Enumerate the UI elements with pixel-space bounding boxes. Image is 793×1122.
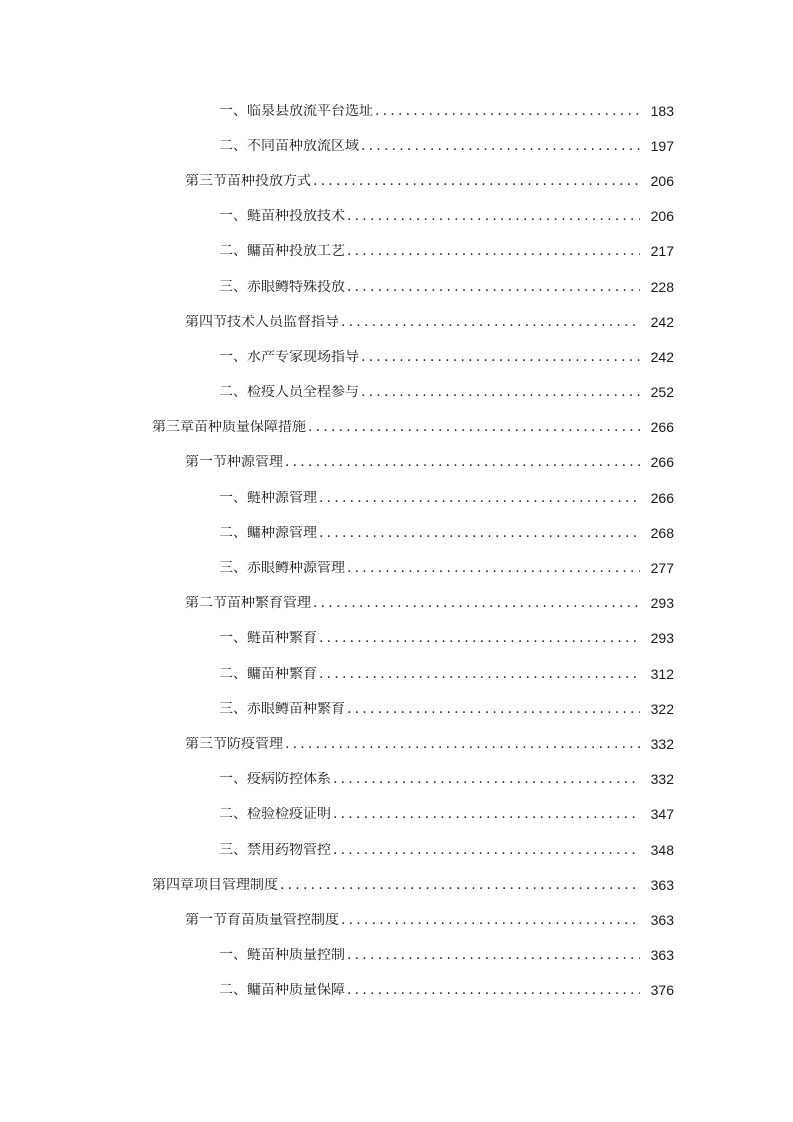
toc-entry-number: 二、 <box>219 385 247 400</box>
toc-entry-section[interactable] <box>0 163 793 198</box>
toc-entry-page-number: 277 <box>650 560 674 577</box>
dot-leader <box>319 631 640 645</box>
toc-entry-lead <box>219 807 640 821</box>
toc-entry-number: 二、 <box>219 807 247 822</box>
toc-entry-item[interactable] <box>0 762 793 797</box>
toc-entry-item[interactable] <box>0 973 793 1008</box>
toc-entry-page-number: 266 <box>650 489 674 506</box>
toc-entry-page-number: 228 <box>650 278 674 295</box>
toc-entry-title: 种源管理 <box>227 455 283 470</box>
toc-entry-item[interactable] <box>0 691 793 726</box>
toc-entry-lead <box>185 913 640 927</box>
toc-entry-lead <box>219 104 640 118</box>
toc-entry-item[interactable] <box>0 515 793 550</box>
toc-entry-number: 三、 <box>219 842 247 857</box>
toc-entry-item[interactable] <box>0 269 793 304</box>
toc-entry-item[interactable] <box>0 480 793 515</box>
toc-entry-number: 一、 <box>219 948 247 963</box>
toc-entry-page-number: 197 <box>650 137 674 154</box>
toc-entry-number: 一、 <box>219 209 247 224</box>
toc-entry-title: 鲢苗种繁育 <box>247 631 317 646</box>
dot-leader <box>361 350 640 364</box>
table-of-contents <box>0 93 793 1008</box>
toc-entry-title: 临泉县放流平台选址 <box>247 103 373 118</box>
toc-entry-item[interactable] <box>0 938 793 973</box>
dot-leader <box>333 807 640 821</box>
toc-entry-lead <box>185 315 640 329</box>
dot-leader <box>280 878 640 892</box>
toc-entry-title: 苗种繁育管理 <box>227 596 311 611</box>
toc-entry-page-number: 217 <box>650 243 674 260</box>
toc-entry-title: 赤眼鳟特殊投放 <box>247 279 345 294</box>
dot-leader <box>347 280 640 294</box>
toc-entry-page-number: 293 <box>650 595 674 612</box>
toc-entry-title: 检验检疫证明 <box>247 807 331 822</box>
toc-entry-lead <box>219 948 640 962</box>
toc-entry-title: 鳙苗种繁育 <box>247 666 317 681</box>
toc-entry-title: 项目管理制度 <box>194 877 278 892</box>
toc-entry-title: 鲢种源管理 <box>247 490 317 505</box>
toc-entry-title: 不同苗种放流区域 <box>247 138 359 153</box>
toc-entry-page-number: 206 <box>650 172 674 189</box>
toc-entry-number: 第四节 <box>185 314 227 329</box>
toc-entry-page-number: 376 <box>650 982 674 999</box>
dot-leader <box>347 561 640 575</box>
toc-entry-title: 鲢苗种投放技术 <box>247 209 345 224</box>
toc-entry-lead <box>219 209 640 223</box>
toc-entry-lead <box>219 843 640 857</box>
toc-entry-number: 第三节 <box>185 736 227 751</box>
dot-leader <box>333 843 640 857</box>
toc-entry-lead <box>152 420 640 434</box>
toc-entry-lead <box>152 878 640 892</box>
toc-entry-title: 鳙苗种投放工艺 <box>247 244 345 259</box>
toc-entry-title: 检疫人员全程参与 <box>247 385 359 400</box>
toc-entry-item[interactable] <box>0 128 793 163</box>
toc-entry-item[interactable] <box>0 550 793 585</box>
toc-entry-title: 防疫管理 <box>227 736 283 751</box>
toc-entry-lead <box>219 526 640 540</box>
toc-entry-lead <box>219 667 640 681</box>
toc-entry-lead <box>185 737 640 751</box>
toc-entry-chapter[interactable] <box>0 410 793 445</box>
dot-leader <box>347 983 640 997</box>
toc-entry-lead <box>219 702 640 716</box>
toc-entry-number: 第三节 <box>185 173 227 188</box>
toc-entry-section[interactable] <box>0 586 793 621</box>
toc-entry-item[interactable] <box>0 339 793 374</box>
toc-entry-number: 第三章 <box>152 420 194 435</box>
toc-entry-title: 鳙种源管理 <box>247 525 317 540</box>
toc-entry-lead <box>219 491 640 505</box>
toc-entry-lead <box>185 174 640 188</box>
toc-entry-page-number: 242 <box>650 348 674 365</box>
dot-leader <box>375 104 640 118</box>
toc-entry-lead <box>219 139 640 153</box>
toc-entry-number: 第一节 <box>185 912 227 927</box>
dot-leader <box>313 174 640 188</box>
toc-entry-number: 三、 <box>219 701 247 716</box>
dot-leader <box>285 455 640 469</box>
toc-entry-number: 一、 <box>219 349 247 364</box>
dot-leader <box>285 737 640 751</box>
toc-entry-section[interactable] <box>0 726 793 761</box>
toc-entry-number: 二、 <box>219 666 247 681</box>
toc-entry-number: 二、 <box>219 244 247 259</box>
toc-entry-lead <box>219 631 640 645</box>
dot-leader <box>361 139 640 153</box>
toc-entry-page-number: 363 <box>650 876 674 893</box>
toc-entry-title: 苗种投放方式 <box>227 173 311 188</box>
toc-entry-item[interactable] <box>0 93 793 128</box>
toc-entry-lead <box>219 244 640 258</box>
toc-entry-title: 水产专家现场指导 <box>247 349 359 364</box>
toc-entry-title: 禁用药物管控 <box>247 842 331 857</box>
toc-entry-page-number: 312 <box>650 665 674 682</box>
toc-entry-page-number: 332 <box>650 771 674 788</box>
toc-entry-page-number: 183 <box>650 102 674 119</box>
toc-entry-number: 二、 <box>219 983 247 998</box>
toc-entry-page-number: 363 <box>650 947 674 964</box>
toc-entry-number: 一、 <box>219 103 247 118</box>
toc-entry-page-number: 322 <box>650 700 674 717</box>
toc-entry-title: 技术人员监督指导 <box>227 314 339 329</box>
toc-entry-chapter[interactable] <box>0 867 793 902</box>
toc-entry-section[interactable] <box>0 902 793 937</box>
toc-entry-title: 苗种质量保障措施 <box>194 420 306 435</box>
toc-entry-item[interactable] <box>0 797 793 832</box>
toc-entry-page-number: 293 <box>650 630 674 647</box>
toc-entry-lead <box>219 561 640 575</box>
toc-entry-number: 三、 <box>219 561 247 576</box>
toc-entry-lead <box>219 280 640 294</box>
toc-entry-title: 赤眼鳟苗种繁育 <box>247 701 345 716</box>
toc-entry-number: 三、 <box>219 279 247 294</box>
dot-leader <box>319 526 640 540</box>
toc-entry-page-number: 347 <box>650 806 674 823</box>
toc-entry-number: 第一节 <box>185 455 227 470</box>
toc-entry-item[interactable] <box>0 199 793 234</box>
toc-entry-lead <box>185 596 640 610</box>
toc-entry-title: 育苗质量管控制度 <box>227 912 339 927</box>
toc-entry-number: 一、 <box>219 631 247 646</box>
toc-entry-item[interactable] <box>0 832 793 867</box>
toc-entry-lead <box>219 983 640 997</box>
toc-entry-section[interactable] <box>0 445 793 480</box>
dot-leader <box>347 209 640 223</box>
toc-entry-page-number: 252 <box>650 384 674 401</box>
dot-leader <box>333 772 640 786</box>
dot-leader <box>319 667 640 681</box>
dot-leader <box>347 948 640 962</box>
dot-leader <box>347 702 640 716</box>
toc-entry-lead <box>219 350 640 364</box>
toc-entry-page-number: 242 <box>650 313 674 330</box>
toc-entry-number: 第四章 <box>152 877 194 892</box>
toc-entry-lead <box>185 455 640 469</box>
toc-entry-number: 二、 <box>219 138 247 153</box>
toc-entry-title: 赤眼鳟种源管理 <box>247 561 345 576</box>
toc-entry-page-number: 266 <box>650 454 674 471</box>
toc-entry-page-number: 266 <box>650 419 674 436</box>
toc-entry-number: 第二节 <box>185 596 227 611</box>
dot-leader <box>361 385 640 399</box>
dot-leader <box>341 913 640 927</box>
toc-entry-page-number: 268 <box>650 524 674 541</box>
toc-entry-page-number: 206 <box>650 208 674 225</box>
toc-entry-item[interactable] <box>0 621 793 656</box>
toc-entry-section[interactable] <box>0 304 793 339</box>
toc-entry-number: 一、 <box>219 490 247 505</box>
toc-entry-title: 鲢苗种质量控制 <box>247 948 345 963</box>
toc-entry-lead <box>219 385 640 399</box>
toc-entry-title: 鳙苗种质量保障 <box>247 983 345 998</box>
dot-leader <box>341 315 640 329</box>
dot-leader <box>313 596 640 610</box>
toc-entry-page-number: 332 <box>650 735 674 752</box>
toc-entry-item[interactable] <box>0 234 793 269</box>
dot-leader <box>347 244 640 258</box>
toc-entry-item[interactable] <box>0 656 793 691</box>
toc-entry-page-number: 348 <box>650 841 674 858</box>
toc-entry-title: 疫病防控体系 <box>247 772 331 787</box>
toc-entry-item[interactable] <box>0 375 793 410</box>
toc-entry-number: 二、 <box>219 525 247 540</box>
dot-leader <box>319 491 640 505</box>
toc-entry-page-number: 363 <box>650 911 674 928</box>
dot-leader <box>308 420 640 434</box>
toc-entry-lead <box>219 772 640 786</box>
toc-entry-number: 一、 <box>219 772 247 787</box>
